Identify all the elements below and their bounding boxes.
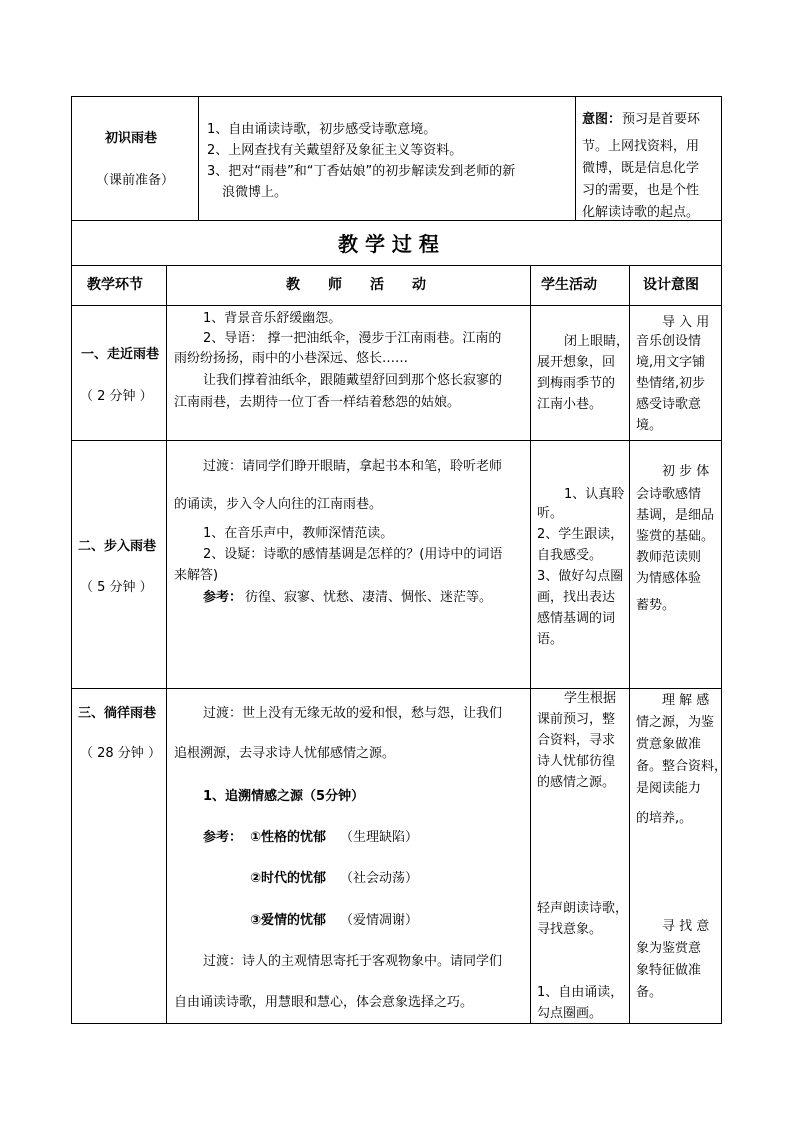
prep-stage-note: （课前准备）: [96, 173, 175, 188]
row3-student-line-4: 诗人忧郁彷徨: [537, 754, 616, 769]
row2-intent-line-4: 鉴赏的基础。: [636, 529, 715, 544]
row2-teacher-ref-words: 彷徨、寂寥、忧愁、凄清、惆怅、迷茫等。: [245, 590, 493, 605]
row3-student-line-8: 1、自由诵读，: [537, 985, 624, 1000]
row3-student-line-5: 的感情之源。: [537, 775, 616, 790]
row2-student-line-7: 感情基调的词: [537, 611, 616, 626]
row3-teacher-cause-1-note: （生理缺陷）: [340, 830, 419, 845]
row1-intent-line-1: 导 入 用: [662, 315, 710, 330]
row3-teacher-line-2: 追根溯源，去寻求诗人忧郁感情之源。: [174, 746, 396, 761]
row2-student-line-1: 1、认真聆: [564, 487, 625, 502]
prep-intent-label: 意图：: [582, 112, 622, 127]
row3-teacher-cause-3-note: （爱情凋谢）: [340, 913, 419, 928]
prep-intent-line-3: 微博，既是信息化学: [582, 161, 700, 176]
row2-student-line-6: 画，找出表达: [537, 590, 616, 605]
row2-intent-line-3: 基调，是细品: [636, 508, 715, 523]
row2-intent-line-5: 教师范读则: [636, 550, 702, 565]
row3-stage: 三、徜徉雨巷: [78, 706, 157, 721]
row2-intent-line-1: 初 步 体: [662, 464, 710, 479]
prep-task-1: 1、自由诵读诗歌，初步感受诗歌意境。: [207, 122, 437, 137]
row3-intent-line-2: 情之源，为鉴: [636, 715, 715, 730]
prep-intent-line-5: 化解读诗歌的起点。: [582, 205, 700, 220]
header-student: 学生活动: [541, 277, 597, 293]
row3-intent-line-4: 备。整合资料，: [636, 759, 728, 774]
row2-stage: 二、步入雨巷: [78, 539, 157, 554]
row2-student-line-5: 3、做好勾点圈: [537, 569, 624, 584]
row1-stage-cell: [71, 305, 167, 441]
prep-stage-title: 初识雨巷: [105, 131, 158, 146]
row2-teacher-line-4: 2、设疑：诗歌的感情基调是怎样的？(用诗中的词语: [203, 547, 503, 562]
row3-intent-line-1: 理 解 感: [662, 693, 710, 708]
row1-time: （ 2 分钟 ）: [80, 389, 153, 404]
row1-teacher-line-2: 2、导语： 撑一把油纸伞，漫步于江南雨巷。江南的: [203, 331, 502, 346]
row3-student-line-2: 课前预习，整: [537, 712, 616, 727]
row2-time: （ 5 分钟 ）: [80, 580, 153, 595]
row3-student-line-7: 寻找意象。: [537, 922, 603, 937]
row1-intent-line-3: 境,用文字铺: [636, 355, 706, 370]
row3-teacher-line-12: 自由诵读诗歌，用慧眼和慧心，体会意象选择之巧。: [174, 995, 474, 1010]
row2-teacher-line-2: 的诵读，步入令人向往的江南雨巷。: [174, 497, 383, 512]
row3-student-line-6: 轻声朗读诗歌，: [537, 901, 629, 916]
row3-teacher-cell: [166, 688, 531, 1024]
row3-intent-line-7: 寻 找 意: [662, 919, 710, 934]
row2-student-line-3: 2、学生跟读，: [537, 527, 624, 542]
row1-intent-line-6: 境。: [636, 418, 663, 433]
row1-student-line-1: 闭上眼睛，: [564, 334, 630, 349]
row3-intent-line-10: 备。: [636, 985, 663, 1000]
row3-teacher-cause-2-note: （社会动荡）: [340, 871, 419, 886]
header-teacher: 教 师 活 动: [286, 277, 426, 293]
row1-teacher-line-5: 江南雨巷，去期待一位丁香一样结着愁怨的姑娘。: [174, 395, 461, 410]
row3-teacher-section-1: 1、追溯情感之源（5分钟）: [203, 789, 365, 804]
prep-intent-line-1: 预习是首要环: [622, 112, 701, 127]
row3-teacher-ref-label: 参考：: [203, 830, 243, 845]
row1-teacher-line-4: 让我们撑着油纸伞，跟随戴望舒回到那个悠长寂寥的: [203, 373, 503, 388]
row3-student-line-1: 学生根据: [564, 691, 617, 706]
row1-teacher-line-3: 雨纷纷扬扬，雨中的小巷深远、悠长……: [174, 351, 409, 366]
row1-student-line-2: 展开想象，回: [537, 355, 616, 370]
row3-intent-line-5: 是阅读能力: [636, 781, 702, 796]
row2-intent-line-2: 会诗歌感情: [636, 487, 702, 502]
row3-time: （ 28 分钟 ）: [80, 746, 161, 761]
row2-teacher-line-5: 来解答): [174, 568, 219, 583]
row1-intent-line-2: 音乐创设情: [636, 334, 702, 349]
row3-intent-line-3: 赏意象做准: [636, 737, 702, 752]
row3-teacher-cause-2: ②时代的忧郁: [250, 871, 327, 886]
row2-student-line-8: 语。: [537, 632, 564, 647]
row2-stage-cell: [71, 440, 167, 689]
row3-teacher-cause-3: ③爱情的忧郁: [250, 913, 327, 928]
row3-teacher-line-1: 过渡：世上没有无缘无故的爱和恨，愁与怨，让我们: [203, 706, 503, 721]
prep-intent-line-2: 节。上网找资料，用: [582, 139, 700, 154]
prep-task-2: 2、上网查找有关戴望舒及象征主义等资料。: [207, 143, 463, 158]
row1-student-line-4: 江南小巷。: [537, 397, 603, 412]
row2-student-line-4: 自我感受。: [537, 548, 603, 563]
prep-task-3-cont: 浪微博上。: [222, 185, 288, 200]
header-stage: 教学环节: [87, 277, 143, 293]
row2-student-line-2: 听。: [537, 506, 564, 521]
row1-intent-line-4: 垫情绪,初步: [636, 376, 706, 391]
row1-stage: 一、走近雨巷: [81, 347, 160, 362]
row1-student-line-3: 到梅雨季节的: [537, 376, 616, 391]
row1-intent-line-5: 感受诗歌意: [636, 397, 702, 412]
row3-student-line-3: 合资料，寻求: [537, 733, 616, 748]
prep-stage-cell: [71, 96, 199, 221]
row3-student-line-9: 勾点圈画。: [537, 1006, 603, 1021]
row1-teacher-line-1: 1、背景音乐舒缓幽怨。: [203, 311, 342, 326]
process-title: 教 学 过 程: [338, 232, 439, 256]
row3-intent-line-8: 象为鉴赏意: [636, 941, 702, 956]
row2-intent-line-7: 蓄势。: [636, 598, 676, 613]
row3-teacher-line-11: 过渡：诗人的主观情思寄托于客观物象中。请同学们: [203, 954, 503, 969]
row3-stage-cell: [71, 688, 167, 1024]
header-intent: 设计意图: [643, 277, 699, 293]
row2-teacher-line-3: 1、在音乐声中，教师深情范读。: [203, 526, 394, 541]
prep-intent-line-4: 习的需要，也是个性: [582, 183, 700, 198]
row2-intent-line-6: 为情感体验: [636, 571, 702, 586]
row2-teacher-ref-label: 参考：: [203, 590, 243, 605]
row3-teacher-cause-1: ①性格的忧郁: [250, 830, 327, 845]
row2-teacher-line-1: 过渡：请同学们睁开眼睛，拿起书本和笔，聆听老师: [203, 459, 503, 474]
row3-intent-line-9: 象特征做准: [636, 963, 702, 978]
row3-intent-line-6: 的培养,。: [636, 811, 693, 826]
prep-task-3: 3、把对“雨巷”和“丁香姑娘”的初步解读发到老师的新: [207, 164, 516, 179]
